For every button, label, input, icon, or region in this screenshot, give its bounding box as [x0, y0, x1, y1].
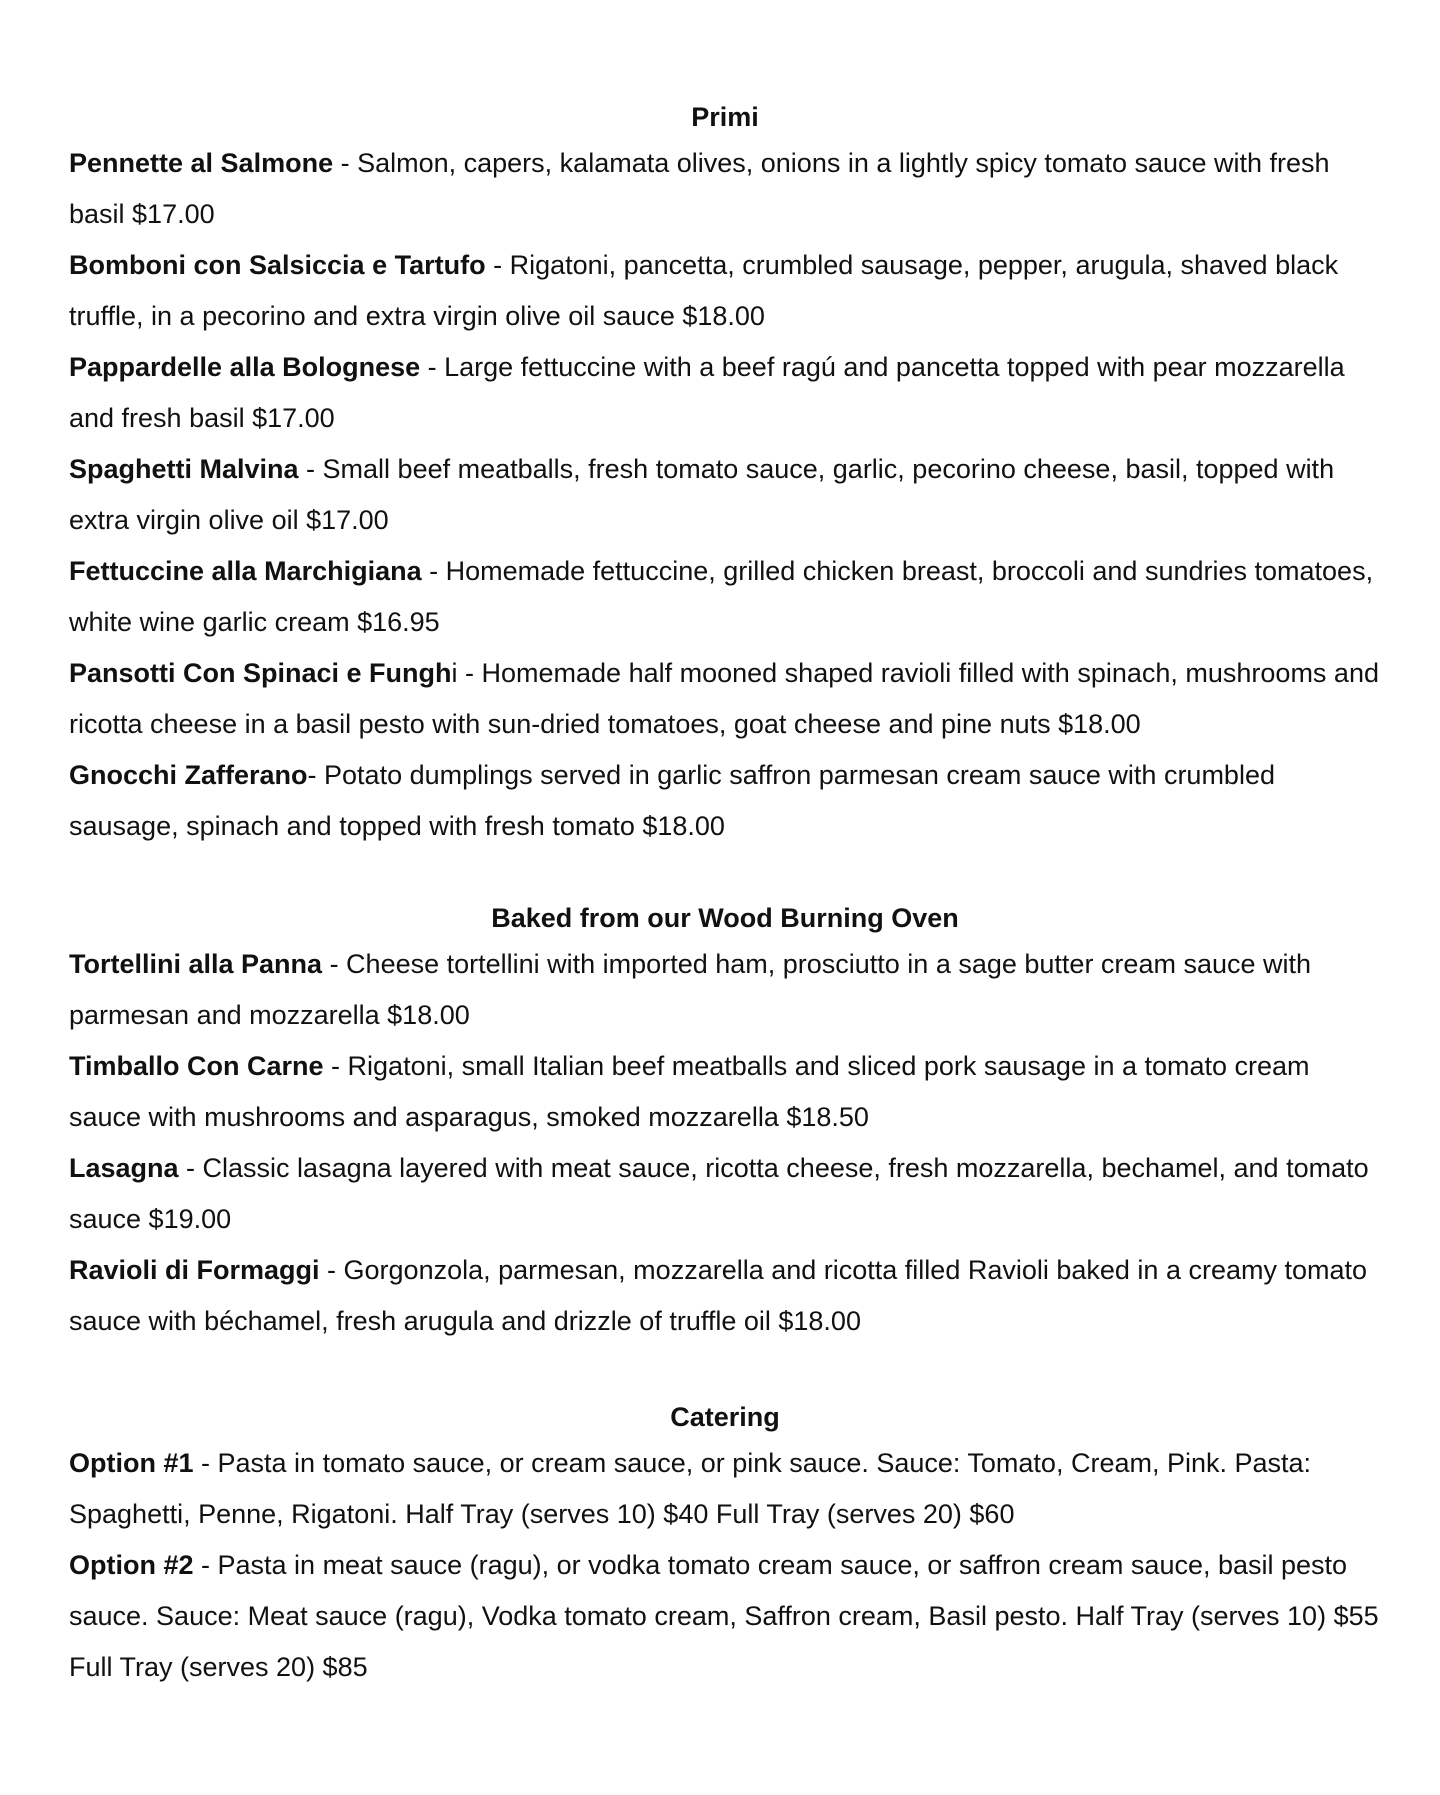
section-spacer [69, 1347, 1381, 1388]
menu-item [69, 1438, 1381, 1540]
item-name: Timballo Con Carne [69, 1051, 324, 1081]
section-catering [69, 1396, 1381, 1693]
menu-item [69, 240, 1381, 342]
item-name: Gnocchi Zafferano [69, 760, 308, 790]
menu-item [69, 939, 1381, 1041]
menu-item [69, 1041, 1381, 1143]
menu-item [69, 648, 1381, 750]
item-name: Pennette al Salmone [69, 148, 334, 178]
item-description: - Rigatoni, pancetta, crumbled sausage, pepper, arugula, shaved black truffle, in a pecorino and extra virgin olive oil sauce $18.00 [69, 250, 1339, 331]
menu-item [69, 138, 1381, 240]
menu-item [69, 1143, 1381, 1245]
section-title-primi: Primi [691, 102, 759, 132]
item-description: - Gorgonzola, parmesan, mozzarella and ricotta filled Ravioli baked in a creamy tomato sauce with béchamel, fresh arugula and drizzle of truffle oil $18.00 [69, 1255, 1368, 1336]
item-name: Option #1 [69, 1448, 194, 1478]
item-description: - Cheese tortellini with imported ham, prosciutto in a sage butter cream sauce with parmesan and mozzarella $18.00 [69, 949, 1312, 1030]
item-name: Tortellini alla Panna [69, 949, 323, 979]
item-name: Option #2 [69, 1550, 194, 1580]
section-title-catering: Catering [670, 1402, 780, 1432]
section-spacer [69, 852, 1381, 893]
menu-item [69, 1245, 1381, 1347]
section-oven [69, 897, 1381, 1347]
menu-page [69, 96, 1381, 1693]
item-description: i - Homemade half mooned shaped ravioli filled with spinach, mushrooms and ricotta cheese in a basil pesto with sun-dried tomatoes, goat cheese and pine nuts $18.00 [69, 658, 1379, 739]
section-title-oven: Baked from our Wood Burning Oven [491, 903, 959, 933]
section-primi [69, 96, 1381, 852]
item-description: - Salmon, capers, kalamata olives, onions in a lightly spicy tomato sauce with fresh basil $17.00 [69, 148, 1330, 229]
item-name: Spaghetti Malvina [69, 454, 299, 484]
menu-item [69, 342, 1381, 444]
item-name: Lasagna [69, 1153, 179, 1183]
menu-item [69, 444, 1381, 546]
item-name: Bomboni con Salsiccia e Tartufo [69, 250, 486, 280]
menu-item [69, 750, 1381, 852]
menu-item [69, 1540, 1381, 1693]
item-name: Ravioli di Formaggi [69, 1255, 320, 1285]
item-name: Fettuccine alla Marchigiana [69, 556, 422, 586]
item-description: - Small beef meatballs, fresh tomato sauce, garlic, pecorino cheese, basil, topped with extra virgin olive oil $17.00 [69, 454, 1335, 535]
item-description: - Rigatoni, small Italian beef meatballs and sliced pork sausage in a tomato cream sauce with mushrooms and asparagus, smoked mozzarella $18.50 [69, 1051, 1310, 1132]
item-description: - Potato dumplings served in garlic saffron parmesan cream sauce with crumbled sausage, spinach and topped with fresh tomato $18.00 [69, 760, 1275, 841]
item-description: - Large fettuccine with a beef ragú and pancetta topped with pear mozzarella and fresh basil $17.00 [69, 352, 1345, 433]
item-name: Pansotti Con Spinaci e Fungh [69, 658, 452, 688]
item-name: Pappardelle alla Bolognese [69, 352, 421, 382]
item-description: - Pasta in tomato sauce, or cream sauce, or pink sauce. Sauce: Tomato, Cream, Pink. Pasta: Spaghetti, Penne, Rigatoni. Half Tray (serves 10) $40 Full Tray (serves 20) $60 [69, 1448, 1312, 1529]
item-description: - Classic lasagna layered with meat sauce, ricotta cheese, fresh mozzarella, bechamel, and tomato sauce $19.00 [69, 1153, 1369, 1234]
item-description: - Homemade fettuccine, grilled chicken breast, broccoli and sundries tomatoes, white wine garlic cream $16.95 [69, 556, 1374, 637]
item-description: - Pasta in meat sauce (ragu), or vodka tomato cream sauce, or saffron cream sauce, basil pesto sauce. Sauce: Meat sauce (ragu), Vodka tomato cream, Saffron cream, Basil pesto. Half Tray (serves 10) $55 Full Tray (serves 20) $85 [69, 1550, 1379, 1682]
menu-item [69, 546, 1381, 648]
